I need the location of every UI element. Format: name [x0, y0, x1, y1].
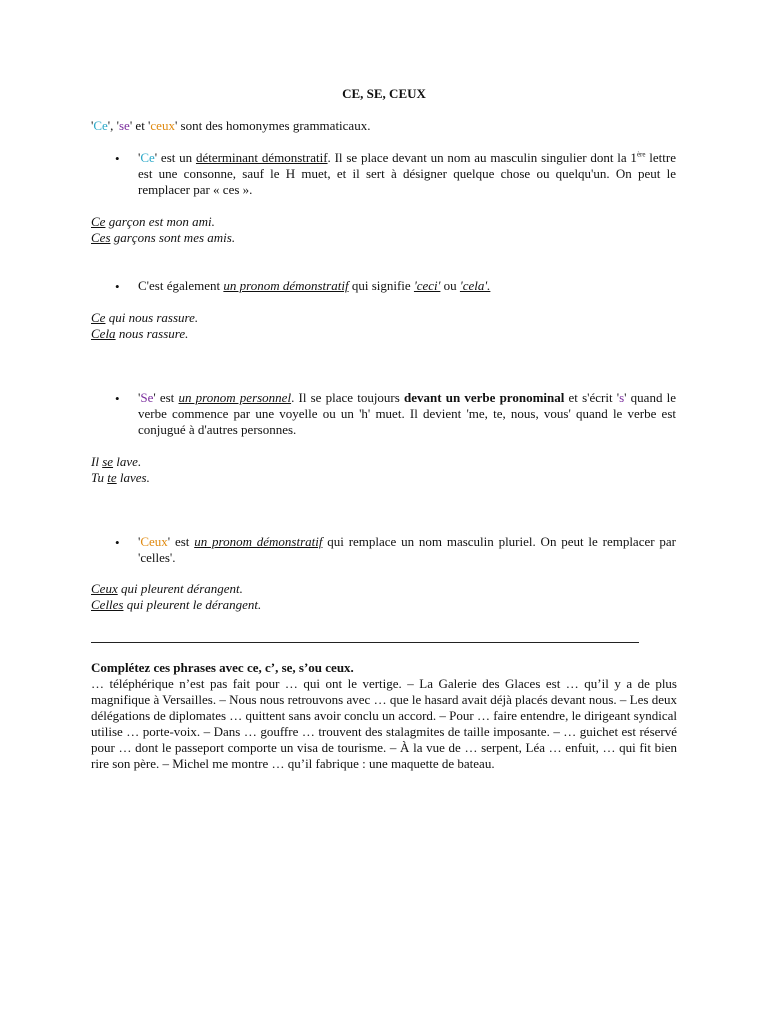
word-ce: Ce	[93, 118, 108, 133]
exercise-body: … téléphérique n’est pas fait pour … qui ont le vertige. – La Galerie des Glaces est … qu’il y a de plus magnifique à Versailles. – Nous nous retrouvons avec … que le hasard avait déjà placés devant nous. – Les deux délégations de diplomates … quittent sans avoir conclu un accord. – Pour … faire entendre, le dirigeant syndical utilise … porte-voix. – Dans … gouffre … trouvent des stalagmites de taille imposante. – … guichet est réservé pour … dont le passeport comporte un visa de tourisme. – À la vue de … serpent, Léa … enfuit, … qui fit bien rire son père. – Michel me montre … qu’il fabrique : une maquette de bateau.	[91, 676, 677, 771]
word-ceux: ceux	[150, 118, 175, 133]
bullet-icon: •	[115, 535, 120, 550]
example-text: qui nous rassure.	[105, 310, 199, 325]
term-pronom-personnel: un pronom personnel	[178, 390, 292, 405]
example-text: garçons sont mes amis.	[110, 230, 236, 245]
example-text: Tu	[91, 470, 108, 485]
exercise-section	[91, 660, 677, 772]
example-underlined: Ces	[91, 230, 111, 245]
bullet-text: ' quand le verbe commence par une voyelle ou un 'h' muet. Il devient 'me, te, nous, vous' quand le verbe est conjugué à d'autres personnes.	[138, 390, 676, 437]
example-text: Il	[91, 454, 103, 469]
bullet-se-definition	[138, 390, 676, 438]
example-ce	[91, 214, 491, 246]
term-determinant-demonstratif: déterminant démonstratif	[195, 150, 328, 165]
example-underlined: Ce	[91, 310, 106, 325]
example-underlined: Cela	[91, 326, 116, 341]
example-text: laves.	[116, 470, 150, 485]
quote: '	[138, 150, 141, 165]
bullet-text: lettre est une consonne, sauf le H muet, et il sert à désigner quelque chose ou quelqu'un. On peut le remplacer par « ces ».	[138, 150, 676, 197]
bullet-text: ' est	[167, 534, 195, 549]
example-text: nous rassure.	[115, 326, 189, 341]
word-ceci: 'ceci'	[413, 278, 441, 293]
example-underlined: se	[102, 454, 114, 469]
bullet-text: C'est également	[138, 278, 224, 293]
example-ce-pronoun	[91, 310, 491, 342]
bullet-icon: •	[115, 279, 120, 294]
intro-separator: ', '	[107, 118, 119, 133]
example-underlined: Celles	[91, 597, 124, 612]
word-cela: 'cela'.	[459, 278, 491, 293]
bullet-icon: •	[115, 151, 120, 166]
bullet-text: ' est un	[154, 150, 196, 165]
bullet-text: ' est	[153, 390, 179, 405]
exercise-heading: Complétez ces phrases avec ce, c’, se, s’ou ceux.	[91, 660, 354, 675]
bullet-text: et s'écrit '	[564, 390, 620, 405]
bullet-ce-definition	[138, 150, 676, 198]
bullet-text: qui remplace un nom masculin pluriel. On peut le remplacer par 'celles'.	[138, 534, 676, 565]
quote: '	[138, 534, 141, 549]
word-ce: Ce	[140, 150, 155, 165]
term-pronom-demonstratif: un pronom démonstratif	[194, 534, 323, 549]
bullet-ce-pronoun	[138, 278, 676, 294]
example-se	[91, 454, 491, 486]
letter-s: s	[619, 390, 625, 405]
intro-separator: ' et '	[129, 118, 151, 133]
bullet-text: . Il se place devant un nom au masculin singulier dont la 1	[327, 150, 637, 165]
example-underlined: Ceux	[91, 581, 118, 596]
intro-paragraph	[91, 118, 677, 134]
example-underlined: Ce	[91, 214, 106, 229]
bullet-ceux-definition	[138, 534, 676, 566]
word-se: Se	[140, 390, 154, 405]
quote: '	[138, 390, 141, 405]
emphasis-verbe-pronominal: devant un verbe pronominal	[404, 390, 565, 405]
example-text: lave.	[113, 454, 142, 469]
bullet-text: ou	[440, 278, 460, 293]
horizontal-divider	[91, 642, 639, 643]
example-ceux	[91, 581, 491, 613]
example-underlined: te	[107, 470, 117, 485]
bullet-text: . Il se place toujours	[291, 390, 404, 405]
bullet-text: qui signifie	[348, 278, 414, 293]
bullet-icon: •	[115, 391, 120, 406]
quote: '	[91, 118, 94, 133]
example-text: qui pleurent dérangent.	[117, 581, 243, 596]
example-text: qui pleurent le dérangent.	[123, 597, 262, 612]
intro-text: ' sont des homonymes grammaticaux.	[174, 118, 371, 133]
superscript: ère	[636, 150, 646, 159]
page-title: CE, SE, CEUX	[342, 86, 426, 101]
term-pronom-demonstratif: un pronom démonstratif	[223, 278, 349, 293]
word-se: se	[118, 118, 130, 133]
word-ceux: Ceux	[140, 534, 168, 549]
example-text: garçon est mon ami.	[105, 214, 215, 229]
